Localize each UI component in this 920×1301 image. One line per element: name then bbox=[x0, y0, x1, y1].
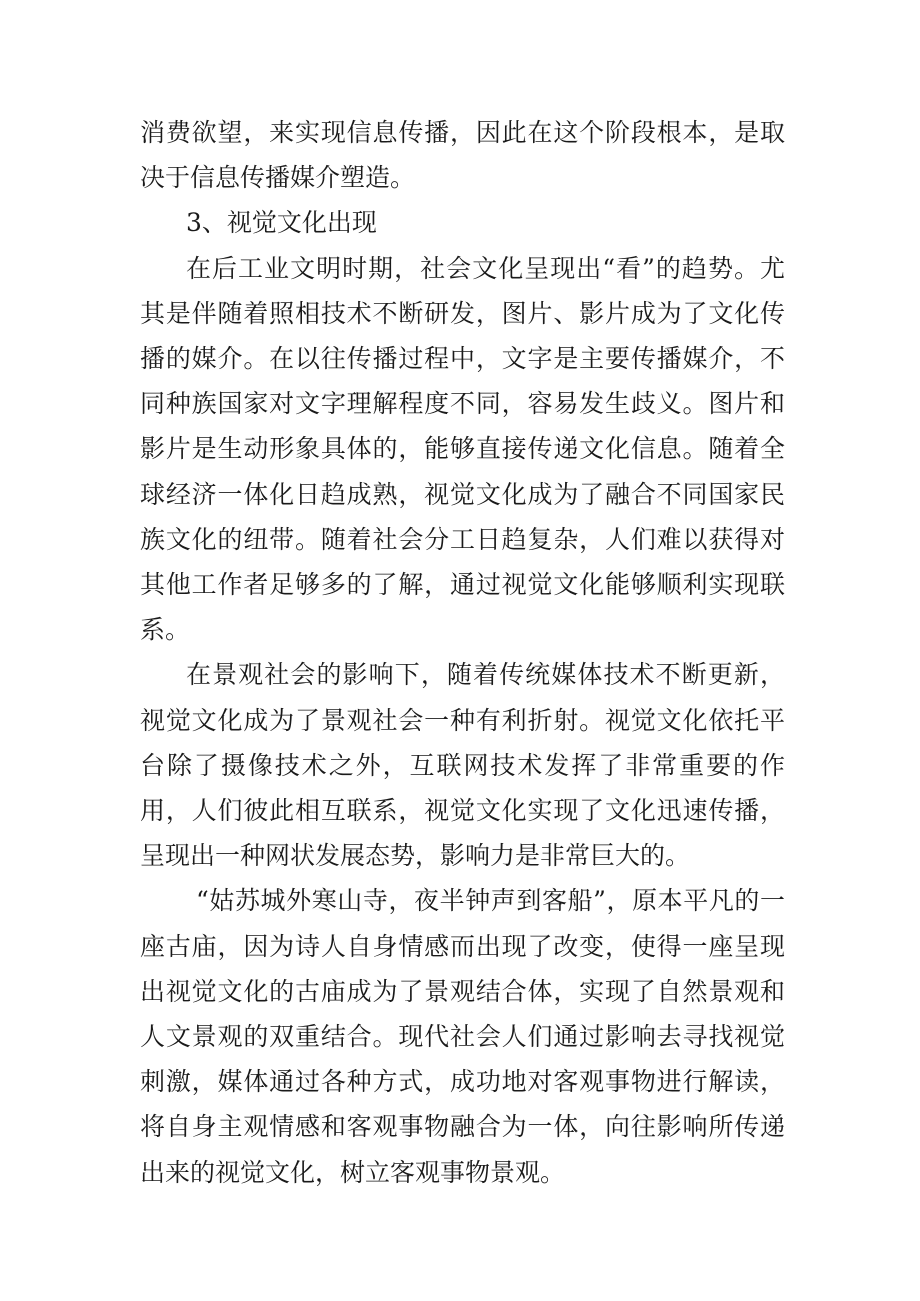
paragraph-continuation: 消费欲望，来实现信息传播，因此在这个阶段根本，是取决于信息传播媒介塑造。 bbox=[140, 118, 785, 193]
document-body bbox=[140, 110, 785, 1195]
section-heading: 3、视觉文化出现 bbox=[186, 208, 377, 238]
paragraph: “姑苏城外寒山寺，夜半钟声到客船”，原本平凡的一座古庙，因为诗人自身情感而出现了改变，使得一座呈现出视觉文化的古庙成为了景观结合体，实现了自然景观和人文景观的双重结合。现代社会人们通过影响去寻找视觉刺激，媒体通过各种方式，成功地对客观事物进行解读，将自身主观情感和客观事物融合为一体，向往影响所传递出来的视觉文化，树立客观事物景观。 bbox=[140, 886, 785, 1187]
paragraph: 在景观社会的影响下，随着传统媒体技术不断更新，视觉文化成为了景观社会一种有利折射。视觉文化依托平台除了摄像技术之外，互联网技术发挥了非常重要的作用，人们彼此相互联系，视觉文化实现了文化迅速传播，呈现出一种网状发展态势，影响力是非常巨大的。 bbox=[140, 660, 785, 871]
paragraph: 在后工业文明时期，社会文化呈现出“看”的趋势。尤其是伴随着照相技术不断研发，图片、影片成为了文化传播的媒介。在以往传播过程中，文字是主要传播媒介，不同种族国家对文字理解程度不同，容易发生歧义。图片和影片是生动形象具体的，能够直接传递文化信息。随着全球经济一体化日趋成熟，视觉文化成为了融合不同国家民族文化的纽带。随着社会分工日趋复杂，人们难以获得对其他工作者足够多的了解，通过视觉文化能够顺利实现联系。 bbox=[140, 253, 785, 645]
